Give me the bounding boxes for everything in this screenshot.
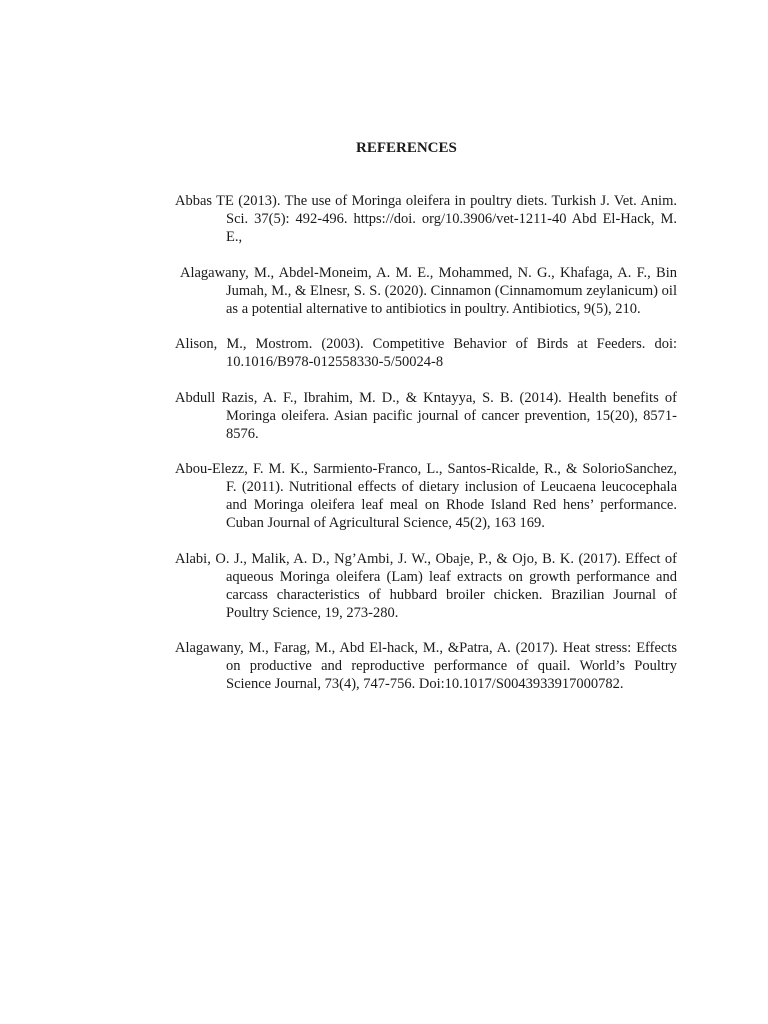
- reference-entry: Abbas TE (2013). The use of Moringa oleifera in poultry diets. Turkish J. Vet. Anim. Sci. 37(5): 492-496. https://doi. org/10.3906/vet-1211-40 Abd El-Hack, M. E.,: [175, 193, 677, 245]
- reference-entry: Abou-Elezz, F. M. K., Sarmiento-Franco, L., Santos-Ricalde, R., & SolorioSanchez, F. (2011). Nutritional effects of dietary inclusion of Leucaena leucocephala and Moringa oleifera leaf meal on Rhode Island Red hens’ performance. Cuban Journal of Agricultural Science, 45(2), 163 169.: [175, 461, 677, 531]
- reference-entry: Alagawany, M., Abdel-Moneim, A. M. E., Mohammed, N. G., Khafaga, A. F., Bin Jumah, M., & Elnesr, S. S. (2020). Cinnamon (Cinnamomum zeylanicum) oil as a potential alternative to antibiotics in poultry. Antibiotics, 9(5), 210.: [180, 264, 677, 317]
- references-heading-text: REFERENCES: [356, 140, 457, 156]
- reference-entry: Alagawany, M., Farag, M., Abd El-hack, M., &Patra, A. (2017). Heat stress: Effects on productive and reproductive performance of quail. World’s Poultry Science Journal, 73(4), 747-756. Doi:10.1017/S0043933917000782.: [175, 640, 677, 692]
- references-list: [175, 192, 677, 693]
- reference-entry: Alison, M., Mostrom. (2003). Competitive Behavior of Birds at Feeders. doi: 10.1016/B978-012558330-5/50024-8: [175, 336, 677, 370]
- reference-entry: Abdull Razis, A. F., Ibrahim, M. D., & Kntayya, S. B. (2014). Health benefits of Moringa oleifera. Asian pacific journal of cancer prevention, 15(20), 8571-8576.: [175, 389, 677, 442]
- reference-entry: Alabi, O. J., Malik, A. D., Ng’Ambi, J. W., Obaje, P., & Ojo, B. K. (2017). Effect of aqueous Moringa oleifera (Lam) leaf extracts on growth performance and carcass characteristics of hubbard broiler chicken. Brazilian Journal of Poultry Science, 19, 273-280.: [175, 550, 677, 621]
